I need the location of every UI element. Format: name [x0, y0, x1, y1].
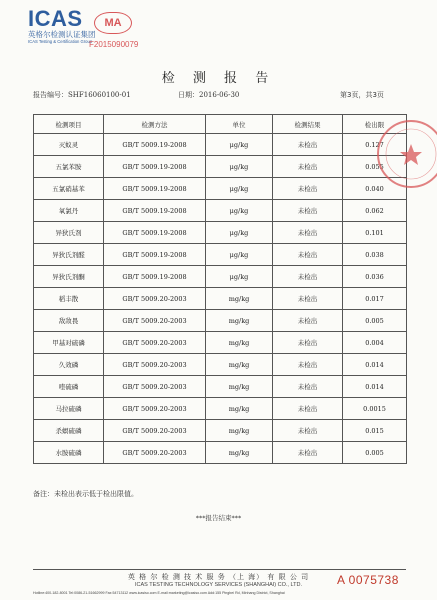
- table-header-row: [34, 115, 407, 134]
- cell-limit: 0.015: [343, 420, 407, 442]
- col-header-method: 检测方法: [104, 115, 206, 134]
- report-title: 检 测 报 告: [161, 71, 276, 86]
- cell-result: 未检出: [273, 288, 343, 310]
- cell-unit: mg/kg: [206, 310, 273, 332]
- cell-unit: mg/kg: [206, 442, 273, 464]
- cell-result: 未检出: [273, 376, 343, 398]
- icas-logo: [28, 8, 96, 45]
- cell-limit: 0.127: [343, 134, 407, 156]
- cell-limit: 0.038: [343, 244, 407, 266]
- cell-unit: μg/kg: [206, 200, 273, 222]
- cell-method: GB/T 5009.20-2003: [104, 310, 206, 332]
- cell-item: 马拉硫磷: [34, 398, 104, 420]
- cell-unit: μg/kg: [206, 244, 273, 266]
- logo-company-cn: 英格尔检测认证集团: [28, 30, 96, 39]
- cell-item: 五氯苯胺: [34, 156, 104, 178]
- cell-limit: 0.101: [343, 222, 407, 244]
- table-row: [34, 442, 407, 464]
- footer-contact: Hotline:400-182-8001 Tel:0086-21-51662999 Fax:54713112 www.icasiso.com E-mail:marketing@icasiso.com Add:155 Pingbei Rd, Minhang District, Shanghai: [33, 591, 285, 595]
- table-row: [34, 310, 407, 332]
- cell-result: 未检出: [273, 332, 343, 354]
- report-date: 日期：2016-06-30: [178, 91, 240, 99]
- cell-method: GB/T 5009.20-2003: [104, 442, 206, 464]
- logo-company-en: ICAS Testing & Certification Group: [28, 39, 93, 44]
- cell-limit: 0.005: [343, 310, 407, 332]
- cell-item: 氧氯丹: [34, 200, 104, 222]
- cell-unit: mg/kg: [206, 288, 273, 310]
- cell-item: 水胺硫磷: [34, 442, 104, 464]
- cell-unit: μg/kg: [206, 266, 273, 288]
- cell-unit: μg/kg: [206, 134, 273, 156]
- cell-limit: 0.017: [343, 288, 407, 310]
- table-row: [34, 178, 407, 200]
- cell-result: 未检出: [273, 222, 343, 244]
- table-row: [34, 376, 407, 398]
- cell-result: 未检出: [273, 244, 343, 266]
- cell-result: 未检出: [273, 442, 343, 464]
- serial-number: A 0075738: [337, 573, 399, 587]
- cell-result: 未检出: [273, 178, 343, 200]
- col-header-result: 检测结果: [273, 115, 343, 134]
- cell-limit: 0.055: [343, 156, 407, 178]
- col-header-item: 检测项目: [34, 115, 104, 134]
- cell-method: GB/T 5009.20-2003: [104, 420, 206, 442]
- results-table: [33, 114, 407, 464]
- company-seal-stamp: [375, 118, 437, 190]
- footer-company-en: ICAS TESTING TECHNOLOGY SERVICES (SHANGHAI) CO., LTD.: [135, 582, 302, 588]
- cell-unit: μg/kg: [206, 178, 273, 200]
- cell-method: GB/T 5009.19-2008: [104, 134, 206, 156]
- table-row: [34, 420, 407, 442]
- col-header-limit: 检出限: [343, 115, 407, 134]
- footer-divider: [33, 569, 406, 570]
- cma-code: F2015090079: [89, 40, 139, 49]
- cell-limit: 0.005: [343, 442, 407, 464]
- cell-method: GB/T 5009.20-2003: [104, 332, 206, 354]
- cell-result: 未检出: [273, 398, 343, 420]
- cell-limit: 0.014: [343, 376, 407, 398]
- cell-item: 异狄氏剂醛: [34, 244, 104, 266]
- cell-item: 异狄氏剂: [34, 222, 104, 244]
- report-end-mark: ***报告结束***: [195, 514, 242, 522]
- cell-limit: 0.004: [343, 332, 407, 354]
- cell-unit: mg/kg: [206, 376, 273, 398]
- cell-limit: 0.014: [343, 354, 407, 376]
- cell-item: 异狄氏剂酮: [34, 266, 104, 288]
- cell-method: GB/T 5009.20-2003: [104, 376, 206, 398]
- cell-unit: mg/kg: [206, 354, 273, 376]
- cell-item: 杀螟硫磷: [34, 420, 104, 442]
- cell-method: GB/T 5009.19-2008: [104, 266, 206, 288]
- table-row: [34, 288, 407, 310]
- cell-unit: mg/kg: [206, 420, 273, 442]
- table-row: [34, 354, 407, 376]
- cell-limit: 0.062: [343, 200, 407, 222]
- cell-method: GB/T 5009.19-2008: [104, 200, 206, 222]
- cell-limit: 0.0015: [343, 398, 407, 420]
- cell-unit: μg/kg: [206, 222, 273, 244]
- remark-note: 备注：未检出表示低于检出限值。: [33, 490, 138, 498]
- cell-unit: μg/kg: [206, 156, 273, 178]
- cell-method: GB/T 5009.19-2008: [104, 156, 206, 178]
- table-row: [34, 332, 407, 354]
- cell-item: 五氯硝基苯: [34, 178, 104, 200]
- report-number: 报告编号：SHF16060100-01: [33, 91, 131, 99]
- cell-item: 久效磷: [34, 354, 104, 376]
- col-header-unit: 单位: [206, 115, 273, 134]
- table-row: [34, 222, 407, 244]
- cell-method: GB/T 5009.19-2008: [104, 244, 206, 266]
- cell-limit: 0.040: [343, 178, 407, 200]
- cell-result: 未检出: [273, 156, 343, 178]
- cell-item: 敌敌畏: [34, 310, 104, 332]
- cell-method: GB/T 5009.20-2003: [104, 354, 206, 376]
- cell-result: 未检出: [273, 354, 343, 376]
- cell-unit: mg/kg: [206, 332, 273, 354]
- table-row: [34, 156, 407, 178]
- footer-company-cn: 英 格 尔 检 测 技 术 服 务 （上 海） 有 限 公 司: [127, 573, 310, 581]
- cell-method: GB/T 5009.20-2003: [104, 288, 206, 310]
- cell-item: 甲基对硫磷: [34, 332, 104, 354]
- cell-method: GB/T 5009.20-2003: [104, 398, 206, 420]
- cell-result: 未检出: [273, 266, 343, 288]
- table-row: [34, 398, 407, 420]
- cell-item: 喹硫磷: [34, 376, 104, 398]
- cell-limit: 0.036: [343, 266, 407, 288]
- table-row: [34, 134, 407, 156]
- cell-result: 未检出: [273, 134, 343, 156]
- table-row: [34, 266, 407, 288]
- cell-result: 未检出: [273, 200, 343, 222]
- cell-item: 稻丰散: [34, 288, 104, 310]
- page-indicator: 第3页，共3页: [340, 91, 384, 99]
- logo-wordmark: ICAS: [28, 6, 83, 31]
- table-row: [34, 200, 407, 222]
- cell-method: GB/T 5009.19-2008: [104, 178, 206, 200]
- cell-result: 未检出: [273, 420, 343, 442]
- table-row: [34, 244, 407, 266]
- cell-result: 未检出: [273, 310, 343, 332]
- cell-method: GB/T 5009.19-2008: [104, 222, 206, 244]
- cma-mark-icon: MA: [94, 12, 132, 34]
- cell-unit: mg/kg: [206, 398, 273, 420]
- cell-item: 灭蚁灵: [34, 134, 104, 156]
